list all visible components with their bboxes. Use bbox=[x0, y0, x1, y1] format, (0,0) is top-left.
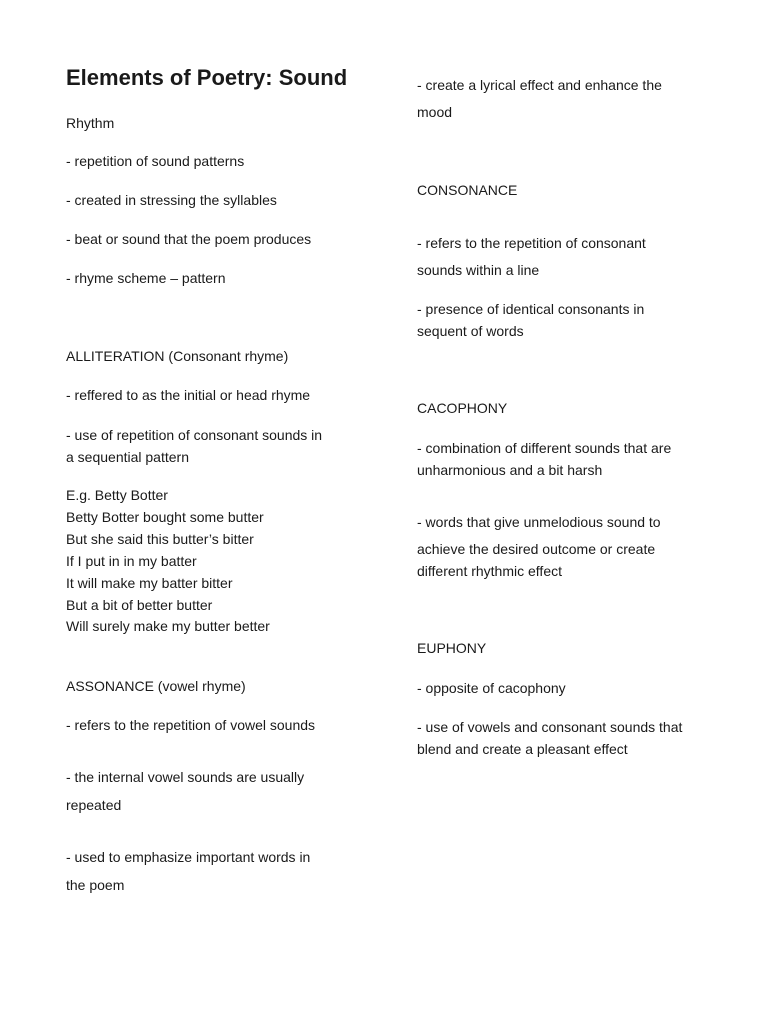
assonance-point-line: - used to emphasize important words in bbox=[66, 849, 311, 865]
cacophony-point-line: - words that give unmelodious sound to bbox=[417, 514, 661, 530]
cacophony-point-line: unharmonious and a bit harsh bbox=[417, 462, 603, 478]
alliteration-point: - reffered to as the initial or head rhyme bbox=[66, 387, 311, 403]
example-line: It will make my batter bitter bbox=[66, 575, 233, 591]
assonance-point-line: - create a lyrical effect and enhance the bbox=[417, 77, 662, 93]
example-line: But she said this butter’s bitter bbox=[66, 531, 254, 547]
alliteration-point-line: - use of repetition of consonant sounds in bbox=[66, 427, 323, 443]
alliteration-heading: ALLITERATION (Consonant rhyme) bbox=[66, 348, 289, 364]
consonance-point-line: sequent of words bbox=[417, 323, 524, 339]
rhythm-point: - created in stressing the syllables bbox=[66, 192, 277, 208]
cacophony-point-line: achieve the desired outcome or create bbox=[417, 541, 656, 557]
assonance-point-line: repeated bbox=[66, 797, 122, 813]
rhythm-point: - rhyme scheme – pattern bbox=[66, 270, 226, 286]
example-line: If I put in in my batter bbox=[66, 553, 197, 569]
rhythm-heading: Rhythm bbox=[66, 115, 115, 131]
consonance-heading: CONSONANCE bbox=[417, 182, 518, 198]
assonance-point-line: - the internal vowel sounds are usually bbox=[66, 769, 305, 785]
euphony-point: - opposite of cacophony bbox=[417, 680, 566, 696]
page-title: Elements of Poetry: Sound bbox=[66, 65, 348, 90]
assonance-heading: ASSONANCE (vowel rhyme) bbox=[66, 678, 246, 694]
rhythm-point: - beat or sound that the poem produces bbox=[66, 231, 312, 247]
euphony-point-line: blend and create a pleasant effect bbox=[417, 741, 628, 757]
euphony-point-line: - use of vowels and consonant sounds that bbox=[417, 719, 683, 735]
assonance-point: - refers to the repetition of vowel sounds bbox=[66, 717, 316, 733]
example-line: Betty Botter bought some butter bbox=[66, 509, 264, 525]
cacophony-heading: CACOPHONY bbox=[417, 400, 508, 416]
example-line: E.g. Betty Botter bbox=[66, 487, 168, 503]
assonance-point-line: the poem bbox=[66, 877, 125, 893]
cacophony-point-line: different rhythmic effect bbox=[417, 563, 562, 579]
consonance-point-line: - refers to the repetition of consonant bbox=[417, 235, 646, 251]
consonance-point-line: sounds within a line bbox=[417, 262, 540, 278]
consonance-point-line: - presence of identical consonants in bbox=[417, 301, 645, 317]
euphony-heading: EUPHONY bbox=[417, 640, 487, 656]
example-line: Will surely make my butter better bbox=[66, 618, 270, 634]
assonance-point-line: mood bbox=[417, 104, 453, 120]
example-line: But a bit of better butter bbox=[66, 597, 213, 613]
alliteration-point-line: a sequential pattern bbox=[66, 449, 189, 465]
cacophony-point-line: - combination of different sounds that are bbox=[417, 440, 672, 456]
rhythm-point: - repetition of sound patterns bbox=[66, 153, 245, 169]
